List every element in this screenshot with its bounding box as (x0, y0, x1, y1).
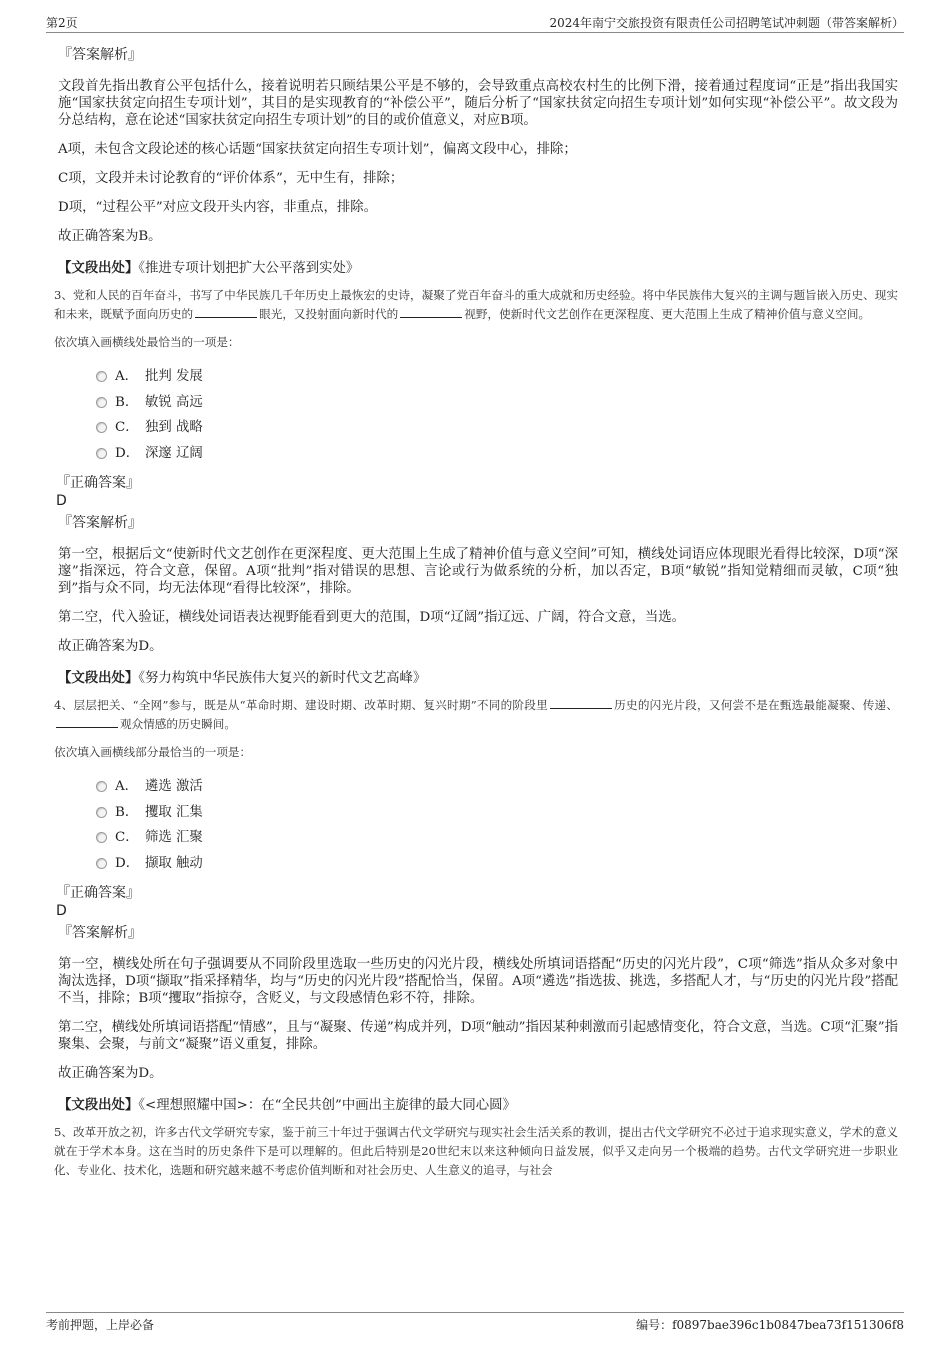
q5-stem: 5、改革开放之初，许多古代文学研究专家，鉴于前三十年过于强调古代文学研究与现实社会生活关系的教训，提出古代文学研究不必过于追求现实意义，学术的意义就在于学术本身。这在当时的历史条件下是可以理解的。但此后特别是20世纪末以来这种倾向日益发展，似乎又走向另一个极端的趋势。古代文学研究进一步职业化、专业化、技术化，选题和研究越来越不考虑价值判断和对社会历史、人生意义的追寻，与社会 (54, 1125, 898, 1177)
q3-analysis-p2: 第二空，代入验证，横线处词语表达视野能看到更大的范围，D项“辽阔”指辽远、广阔，符合文意，当选。 (58, 610, 686, 625)
q2-analysis-p2: A项，未包含文段论述的核心话题“国家扶贫定向招生专项计划”，偏离文段中心，排除； (58, 142, 577, 157)
q4-analysis-p2: 第二空，横线处所填词语搭配“情感”，且与“凝聚、传递”构成并列，D项“触动”指因某种刺激而引起感情变化，符合文意，当选。C项“汇聚”指聚集、会聚，与前文“凝聚”语义重复，排除。 (58, 1020, 898, 1052)
q2-source (58, 257, 898, 276)
q4-source-label: 【文段出处】 (58, 1097, 139, 1113)
q3-option-c[interactable]: C． 独到 战略 (96, 415, 898, 441)
q3-correct-answer: D (56, 493, 67, 509)
q2-analysis-p1: 文段首先指出教育公平包括什么，接着说明若只顾结果公平是不够的，会导致重点高校农村生的比例下滑，接着通过程度词“正是”指出我国实施“国家扶贫定向招生专项计划”，其目的是实现教育的“补偿公平”，随后分析了“国家扶贫定向招生专项计划”如何实现“补偿公平”。故文段为分总结构，意在论述“国家扶贫定向招生专项计划”的目的或价值意义，对应B项。 (58, 79, 898, 128)
q3-options (96, 364, 898, 466)
q3-analysis-heading: 『答案解析』 (58, 515, 142, 531)
document-title: 2024年南宁交旅投资有限责任公司招聘笔试冲刺题（带答案解析） (549, 16, 904, 30)
q3-option-d[interactable]: D． 深邃 辽阔 (96, 441, 898, 467)
q4-stem-a: 4、层层把关、“全网”参与，既是从“革命时期、建设时期、改革时期、复兴时期”不同的阶段里 (54, 698, 548, 712)
footer-slogan: 考前押题，上岸必备 (46, 1318, 155, 1332)
radio-icon[interactable] (96, 397, 107, 408)
q4-source-text: 《<理想照耀中国>：在“全民共创”中画出主旋律的最大同心圆》 (138, 1098, 516, 1113)
q2-source-text: 《推进专项计划把扩大公平落到实处》 (138, 261, 360, 276)
q2-analysis-heading: 『答案解析』 (58, 47, 142, 63)
q2-source-label: 【文段出处】 (58, 260, 139, 276)
q4-option-c[interactable]: C． 筛选 汇聚 (96, 825, 898, 851)
radio-icon[interactable] (96, 448, 107, 459)
q4-stem-b: 历史的闪光片段，又何尝不是在甄选最能凝聚、传递、 (613, 698, 898, 712)
q4-instruction: 依次填入画横线部分最恰当的一项是： (54, 745, 252, 759)
q4-analysis-heading: 『答案解析』 (58, 925, 142, 941)
q3-option-b[interactable]: B． 敏锐 高远 (96, 390, 898, 416)
q4-correct-answer: D (56, 903, 67, 919)
q4-option-b[interactable]: B． 攫取 汇集 (96, 800, 898, 826)
radio-icon[interactable] (96, 422, 107, 433)
q2-analysis-p4: D项，“过程公平”对应文段开头内容，非重点，排除。 (58, 200, 378, 215)
q4-analysis-p1: 第一空，横线处所在句子强调要从不同阶段里选取一些历史的闪光片段，横线处所填词语搭配“历史的闪光片段”，C项“筛选”指从众多对象中淘汰选择，D项“撷取”指采择精华，均与“历史的闪光片段”搭配恰当，保留。A项“遴选”指选拔、挑选，多搭配人才，与“历史的闪光片段”搭配不当，排除；B项“攫取”指掠夺，含贬义，与文段感情色彩不符，排除。 (58, 957, 898, 1006)
q3-source (58, 667, 898, 686)
q3-source-text: 《努力构筑中华民族伟大复兴的新时代文艺高峰》 (138, 671, 427, 686)
q4-options (96, 774, 898, 876)
q3-analysis-p3: 故正确答案为D。 (58, 639, 163, 654)
page-content (56, 44, 898, 1190)
q3-option-a[interactable]: A． 批判 发展 (96, 364, 898, 390)
radio-icon[interactable] (96, 371, 107, 382)
q3-correct-heading: 『正确答案』 (56, 475, 140, 491)
q4-source (58, 1094, 898, 1113)
q3-source-label: 【文段出处】 (58, 670, 139, 686)
q4-blank-1 (550, 697, 612, 709)
radio-icon[interactable] (96, 781, 107, 792)
page-footer (46, 1312, 904, 1335)
q3-stem-b: 眼光，又投射面向新时代的 (259, 307, 399, 321)
radio-icon[interactable] (96, 858, 107, 869)
page-number: 第2页 (46, 16, 78, 30)
q3-blank-1 (195, 306, 257, 318)
q4-option-d[interactable]: D． 撷取 触动 (96, 851, 898, 877)
q4-analysis-p3: 故正确答案为D。 (58, 1066, 163, 1081)
q3-stem (54, 286, 898, 324)
q2-analysis-p3: C项，文段并未讨论教育的“评价体系”，无中生有，排除； (58, 171, 404, 186)
radio-icon[interactable] (96, 807, 107, 818)
q2-analysis-p5: 故正确答案为B。 (58, 229, 162, 244)
q3-stem-c: 视野，使新时代文艺创作在更深程度、更大范围上生成了精神价值与意义空间。 (464, 307, 871, 321)
q3-instruction: 依次填入画横线处最恰当的一项是： (54, 335, 240, 349)
q4-blank-2 (56, 716, 118, 728)
q3-blank-2 (400, 306, 462, 318)
q4-stem-c: 观众情感的历史瞬间。 (120, 717, 236, 731)
radio-icon[interactable] (96, 832, 107, 843)
q4-stem (54, 696, 898, 734)
q3-stem-a: 3、党和人民的百年奋斗，书写了中华民族几千年历史上最恢宏的史诗，凝聚了党百年奋斗的重大成就和历史经验。将中华民族伟大复兴的主调与题旨嵌入历史、现实和未来，既赋予面向历史的 (54, 288, 898, 321)
q3-analysis-p1: 第一空，根据后文“使新时代文艺创作在更深程度、更大范围上生成了精神价值与意义空间”可知，横线处词语应体现眼光看得比较深，D项“深邃”指深远，符合文意，保留。A项“批判”指对错误的思想、言论或行为做系统的分析，加以否定，B项“敏锐”指知觉精细而灵敏，C项“独到”指与众不同，均无法体现“看得比较深”，排除。 (58, 547, 898, 596)
page-header (46, 14, 904, 33)
document-id: 编号：f0897bae396c1b0847bea73f151306f8 (636, 1318, 904, 1332)
q4-option-a[interactable]: A． 遴选 激活 (96, 774, 898, 800)
q4-correct-heading: 『正确答案』 (56, 885, 140, 901)
